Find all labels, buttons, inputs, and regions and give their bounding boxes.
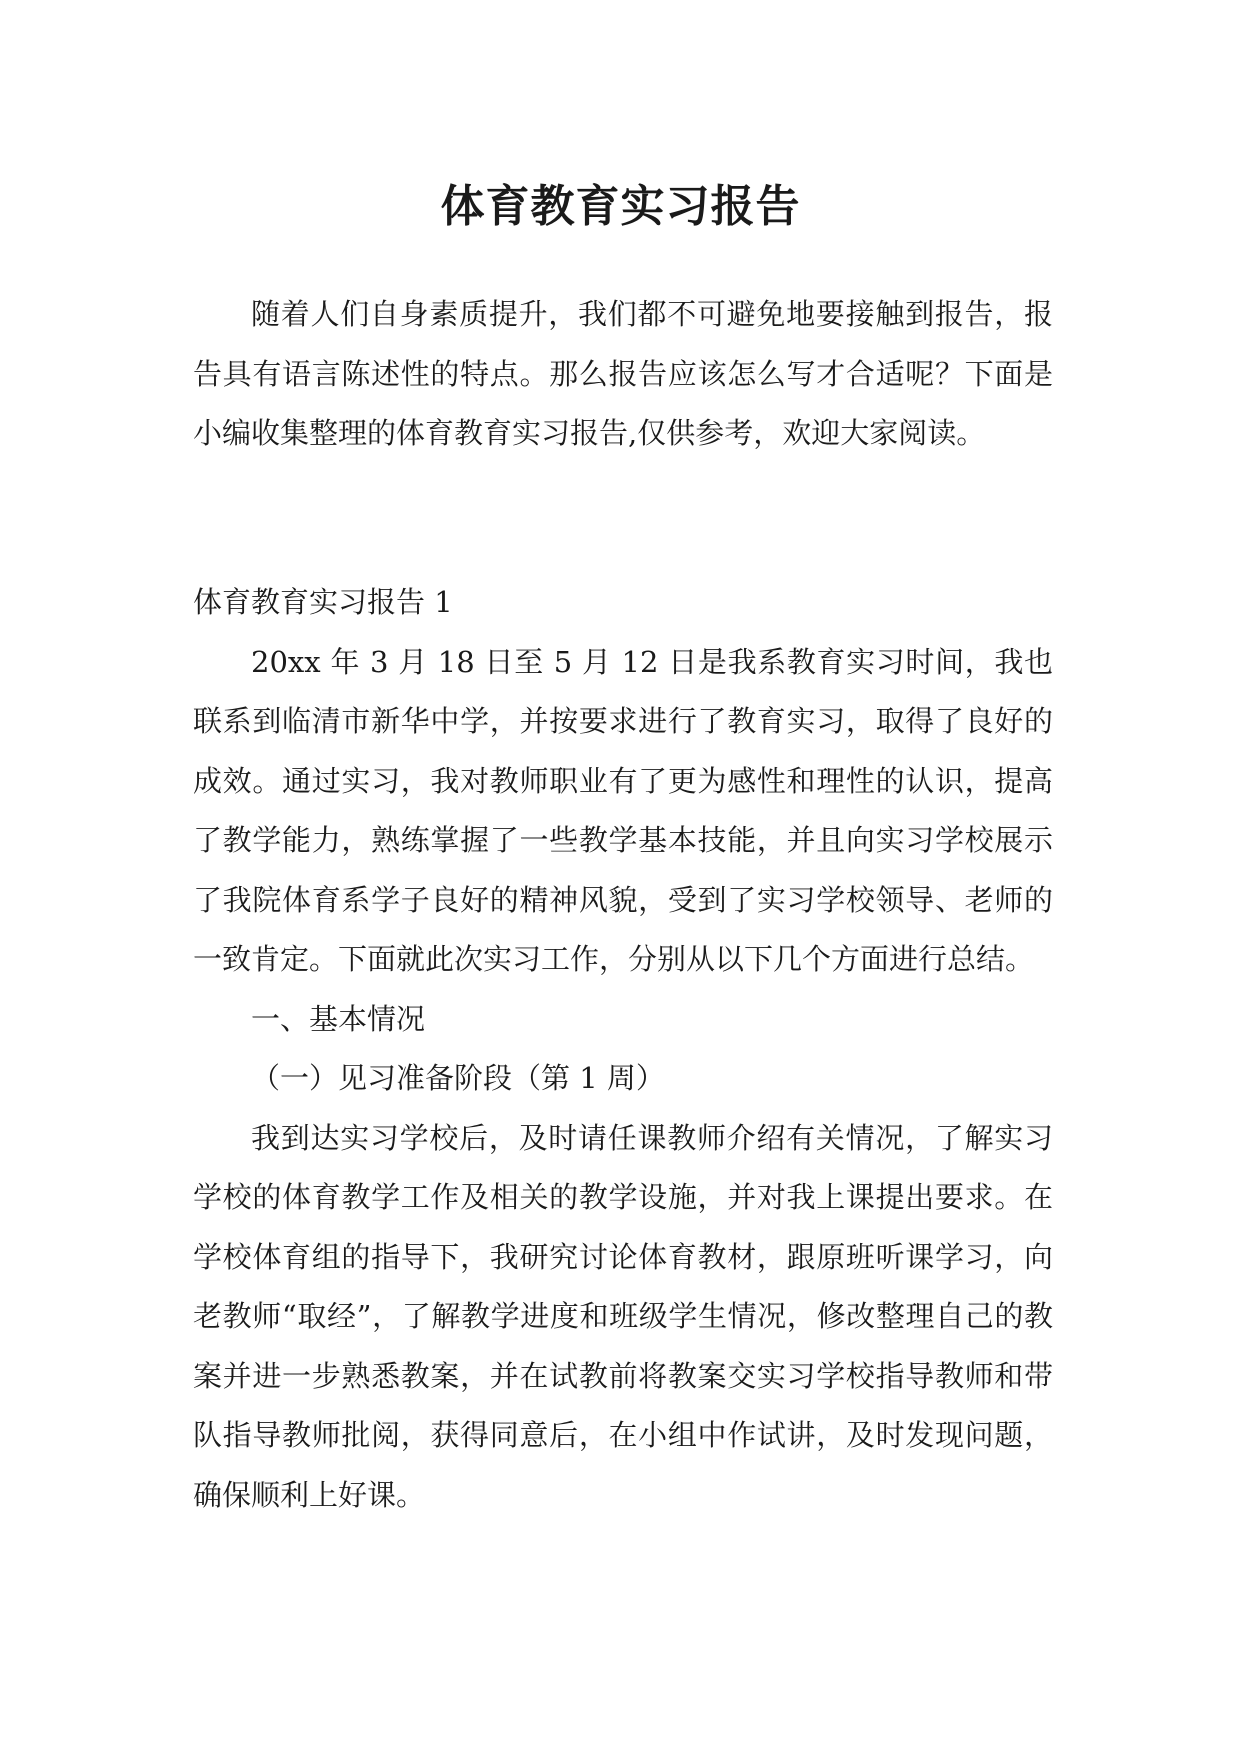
subheading-observation-stage: （一）见习准备阶段（第 1 周） bbox=[251, 1061, 665, 1095]
subheading-basic-situation: 一、基本情况 bbox=[251, 1001, 426, 1036]
body-paragraph-preparation: 我到达实习学校后，及时请任课教师介绍有关情况，了解实习学校的体育教学工作及相关的教学设施，并对我上课提出要求。在学校体育组的指导下，我研究讨论体育教材，跟原班听课学习，向老教师“取经”，了解教学进度和班级学生情况，修改整理自己的教案并进一步熟悉教案，并在试教前将教案交实习学校指导教师和带队指导教师批阅，获得同意后，在小组中作试讲，及时发现问题，确保顺利上好课。 bbox=[193, 1120, 1053, 1512]
section-heading: 体育教育实习报告 1 bbox=[193, 585, 453, 619]
intro-paragraph: 随着人们自身素质提升，我们都不可避免地要接触到报告，报告具有语言陈述性的特点。那么报告应该怎么写才合适呢？下面是小编收集整理的体育教育实习报告,仅供参考，欢迎大家阅读。 bbox=[193, 297, 1053, 450]
body-paragraph-overview: 20xx 年 3 月 18 日至 5 月 12 日是我系教育实习时间，我也联系到临清市新华中学，并按要求进行了教育实习，取得了良好的成效。通过实习，我对教师职业有了更为感性和理性的认识，提高了教学能力，熟练掌握了一些教学基本技能，并且向实习学校展示了我院体育系学子良好的精神风貌，受到了实习学校领导、老师的一致肯定。下面就此次实习工作，分别从以下几个方面进行总结。 bbox=[193, 644, 1053, 976]
document-title: 体育教育实习报告 bbox=[440, 181, 801, 233]
report-section bbox=[193, 573, 1053, 1525]
intro-block bbox=[193, 285, 1053, 464]
